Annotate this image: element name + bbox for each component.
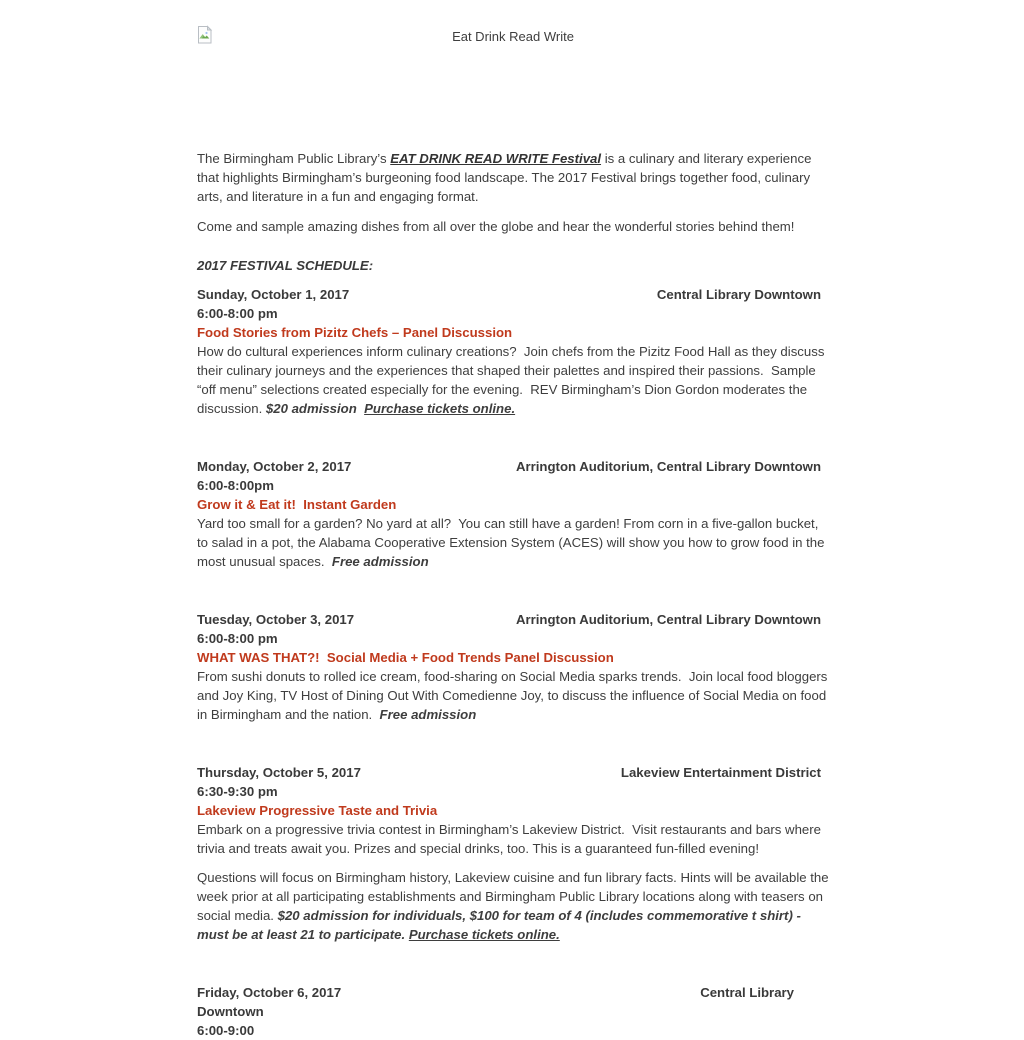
event-admission-label: Free admission xyxy=(331,554,429,569)
event-header xyxy=(197,285,829,304)
event-location-line2: Downtown xyxy=(197,1004,264,1019)
event-extra-paragraph xyxy=(197,868,833,944)
event-location: Central Library Downtown xyxy=(656,287,821,302)
event-date: Sunday, October 1, 2017 xyxy=(197,287,350,302)
event-time: 6:00-9:00 xyxy=(197,1023,255,1038)
event-description-text: Embark on a progressive trivia contest in Birmingham’s Lakeview District. Visit restaurants and bars where trivia and treats await you. Prizes and special drinks, too. This is a guaranteed fun-filled evening! xyxy=(197,822,825,856)
event-title: Food Stories from Pizitz Chefs – Panel Discussion xyxy=(197,325,513,340)
intro-paragraph xyxy=(197,149,829,206)
event-item xyxy=(197,763,833,944)
event-item xyxy=(197,610,832,724)
event-title: Lakeview Progressive Taste and Trivia xyxy=(197,803,438,818)
event-description-text: Yard too small for a garden? No yard at all? You can still have a garden! From corn in a five-gallon bucket, to salad in a pot, the Alabama Cooperative Extension System (ACES) will show you how to grow food in the most unusual spaces. xyxy=(197,516,829,569)
schedule-heading: 2017 FESTIVAL SCHEDULE: xyxy=(197,258,374,273)
festival-link[interactable]: EAT DRINK READ WRITE Festival xyxy=(390,151,602,166)
broken-image-icon xyxy=(197,26,212,44)
event-location: Central Library xyxy=(700,985,794,1000)
event-time: 6:00-8:00 pm xyxy=(197,631,278,646)
event-date: Tuesday, October 3, 2017 xyxy=(197,612,355,627)
event-title: Grow it & Eat it! Instant Garden xyxy=(197,497,397,512)
event-header xyxy=(197,983,829,1002)
event-time: 6:00-8:00pm xyxy=(197,478,274,493)
event-header xyxy=(197,457,829,476)
email-body xyxy=(197,0,833,1040)
event-extra-admission-label: $20 admission for individuals, $100 for team of 4 (includes commemorative t shirt) - must be at least 21 to participate. xyxy=(197,908,805,942)
purchase-tickets-link[interactable]: Purchase tickets online. xyxy=(364,401,516,416)
events-list xyxy=(197,285,833,1040)
intro-text-before: The Birmingham Public Library’s xyxy=(197,151,391,166)
event-extra-text: Questions will focus on Birmingham history, Lakeview cuisine and fun library facts. Hints will be available the week prior at all participating establishments and Birmingham Public Library locations along with teasers on social media. xyxy=(197,870,833,923)
intro-text-after: is a culinary and literary experience that highlights Birmingham’s burgeoning food landscape. The 2017 Festival brings together food, culinary arts, and literature in a fun and engaging format. xyxy=(197,151,812,204)
event-header xyxy=(197,763,829,782)
event-description xyxy=(197,342,829,418)
event-item xyxy=(197,285,829,418)
intro-tagline: Come and sample amazing dishes from all over the globe and hear the wonderful stories behind them! xyxy=(197,219,795,234)
event-description xyxy=(197,820,829,858)
event-description xyxy=(197,514,829,571)
event-admission-label: $20 admission xyxy=(265,401,357,416)
event-date: Monday, October 2, 2017 xyxy=(197,459,352,474)
event-time: 6:00-8:00 pm xyxy=(197,306,278,321)
event-header xyxy=(197,610,829,629)
event-location: Arrington Auditorium, Central Library Downtown xyxy=(515,459,821,474)
event-location: Arrington Auditorium, Central Library Downtown xyxy=(515,612,821,627)
purchase-tickets-link-2[interactable]: Purchase tickets online. xyxy=(408,927,560,942)
event-description xyxy=(197,667,832,724)
event-item xyxy=(197,983,829,1040)
event-date: Thursday, October 5, 2017 xyxy=(197,765,361,780)
festival-banner-image xyxy=(197,26,829,44)
event-description-text: From sushi donuts to rolled ice cream, food-sharing on Social Media sparks trends. Join local food bloggers and Joy King, TV Host of Dining Out With Comedienne Joy, to discuss the influence of Social Media on food in Birmingham and the nation. xyxy=(197,669,832,722)
event-date: Friday, October 6, 2017 xyxy=(197,985,342,1000)
event-item xyxy=(197,457,829,571)
event-description-text: How do cultural experiences inform culinary creations? Join chefs from the Pizitz Food Hall as they discuss their culinary journeys and the experiences that shaped their palettes and inspired their passions. Sample “off menu” selections created especially for the evening. REV Birmingham’s Dion Gordon moderates the discussion. xyxy=(197,344,829,416)
banner-alt-text: Eat Drink Read Write xyxy=(452,29,574,44)
event-admission-label: Free admission xyxy=(379,707,477,722)
event-time: 6:30-9:30 pm xyxy=(197,784,278,799)
event-location: Lakeview Entertainment District xyxy=(620,765,821,780)
event-title: WHAT WAS THAT?! Social Media + Food Trends Panel Discussion xyxy=(197,650,614,665)
